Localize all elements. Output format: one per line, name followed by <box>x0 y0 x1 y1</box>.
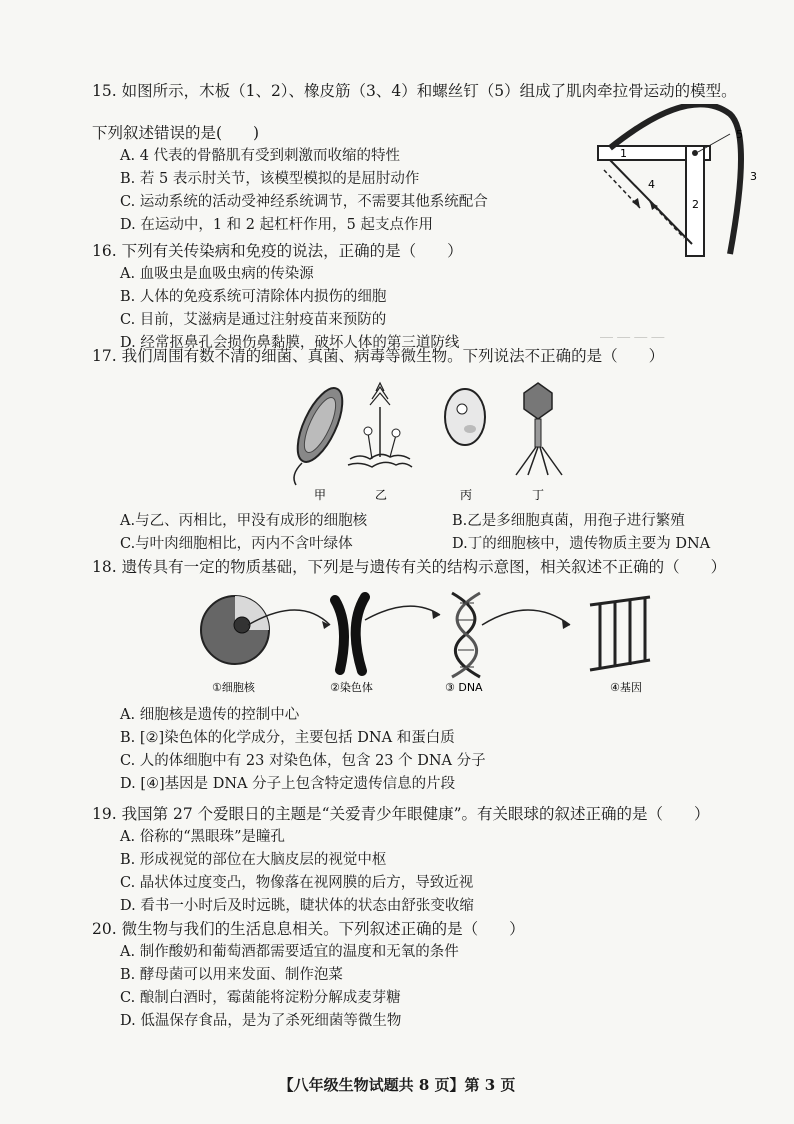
q15-option-d: D. 在运动中，1 和 2 起杠杆作用，5 起支点作用 <box>120 217 433 233</box>
q15-stem-line1: 15. 如图所示，木板（1、2）、橡皮筋（3、4）和螺丝钉（5）组成了肌肉牵拉骨运动的模型。 <box>92 82 737 100</box>
q18-label-gene: ④基因 <box>610 681 642 694</box>
q17-label-jia: 甲 <box>314 488 327 502</box>
genetics-structures-figure <box>190 585 690 695</box>
q18-option-a: A. 细胞核是遗传的控制中心 <box>120 707 300 723</box>
q17-label-ding: 丁 <box>532 488 545 502</box>
cell-nucleus-icon <box>201 596 269 664</box>
q20-option-d: D. 低温保存食品，是为了杀死细菌等微生物 <box>120 1013 402 1029</box>
page-footer: 【八年级生物试题共 8 页】第 3 页 <box>278 1076 516 1094</box>
q19-option-c: C. 晶状体过度变凸，物像落在视网膜的后方，导致近视 <box>120 875 474 891</box>
q16-option-c: C. 目前，艾滋病是通过注射疫苗来预防的 <box>120 312 387 328</box>
q15-option-c: C. 运动系统的活动受神经系统调节，不需要其他系统配合 <box>120 194 488 210</box>
q19-stem: 19. 我国第 27 个爱眼日的主题是“关爱青少年眼健康”。有关眼球的叙述正确的是（ ） <box>92 805 710 823</box>
bacteriophage-icon <box>516 383 562 475</box>
q15-option-a: A. 4 代表的骨骼肌有受到刺激而收缩的特性 <box>120 148 401 164</box>
q17-option-b: B.乙是多细胞真菌，用孢子进行繁殖 <box>452 513 685 529</box>
chromosome-icon <box>335 597 365 671</box>
q20-option-b: B. 酵母菌可以用来发面、制作泡菜 <box>120 967 343 983</box>
q15-label-1: 1 <box>620 147 627 160</box>
bleed-through-text: ― ― ― ― <box>600 330 665 345</box>
q15-label-2: 2 <box>692 198 699 211</box>
q17-option-d: D.丁的细胞核中，遗传物质主要为 DNA <box>452 536 711 552</box>
mold-icon <box>348 383 412 467</box>
q16-option-a: A. 血吸虫是血吸虫病的传染源 <box>120 266 314 282</box>
q18-label-nucleus: ①细胞核 <box>212 681 255 694</box>
q19-option-a: A. 俗称的“黑眼珠”是瞳孔 <box>120 829 286 845</box>
q20-option-c: C. 酿制白酒时，霉菌能将淀粉分解成麦芽糖 <box>120 990 401 1006</box>
gene-ladder-icon <box>590 597 650 670</box>
q17-option-c: C.与叶肉细胞相比，丙内不含叶绿体 <box>120 536 353 552</box>
q18-label-dna: ③ DNA <box>445 681 483 694</box>
q18-stem: 18. 遗传具有一定的物质基础，下列是与遗传有关的结构示意图，相关叙述不正确的（ ） <box>92 558 727 576</box>
microbes-figure <box>280 375 580 505</box>
q15-option-b: B. 若 5 表示肘关节，该模型模拟的是屈肘动作 <box>120 171 420 187</box>
bacterium-icon <box>289 382 352 485</box>
q15-label-4: 4 <box>648 178 655 191</box>
q15-stem-line2: 下列叙述错误的是( ) <box>92 124 260 142</box>
q18-option-d: D. [④]基因是 DNA 分子上包含特定遗传信息的片段 <box>120 776 456 792</box>
dna-helix-icon <box>452 593 480 677</box>
q18-label-chromosome: ②染色体 <box>330 681 373 694</box>
q17-label-bing: 丙 <box>460 488 473 502</box>
yeast-cell-icon <box>445 389 485 445</box>
q17-stem: 17. 我们周围有数不清的细菌、真菌、病毒等微生物。下列说法不正确的是（ ） <box>92 347 665 365</box>
q16-stem: 16. 下列有关传染病和免疫的说法，正确的是（ ） <box>92 242 463 260</box>
q19-option-b: B. 形成视觉的部位在大脑皮层的视觉中枢 <box>120 852 387 868</box>
q18-option-c: C. 人的体细胞中有 23 对染色体，包含 23 个 DNA 分子 <box>120 753 486 769</box>
q17-label-yi: 乙 <box>375 488 388 502</box>
q15-label-5: 5 <box>736 128 743 141</box>
q17-option-a: A.与乙、丙相比，甲没有成形的细胞核 <box>120 513 368 529</box>
q16-option-b: B. 人体的免疫系统可清除体内损伤的细胞 <box>120 289 387 305</box>
q18-option-b: B. [②]染色体的化学成分，主要包括 DNA 和蛋白质 <box>120 730 455 746</box>
q20-stem: 20. 微生物与我们的生活息息相关。下列叙述正确的是（ ） <box>92 920 525 938</box>
q15-label-3: 3 <box>750 170 757 183</box>
q20-option-a: A. 制作酸奶和葡萄酒都需要适宜的温度和无氧的条件 <box>120 944 459 960</box>
q16-option-d: D. 经常抠鼻孔会损伤鼻黏膜，破坏人体的第三道防线 <box>120 335 460 351</box>
muscle-bone-model-figure <box>580 104 780 264</box>
q19-option-d: D. 看书一小时后及时远眺，睫状体的状态由舒张变收缩 <box>120 898 474 914</box>
